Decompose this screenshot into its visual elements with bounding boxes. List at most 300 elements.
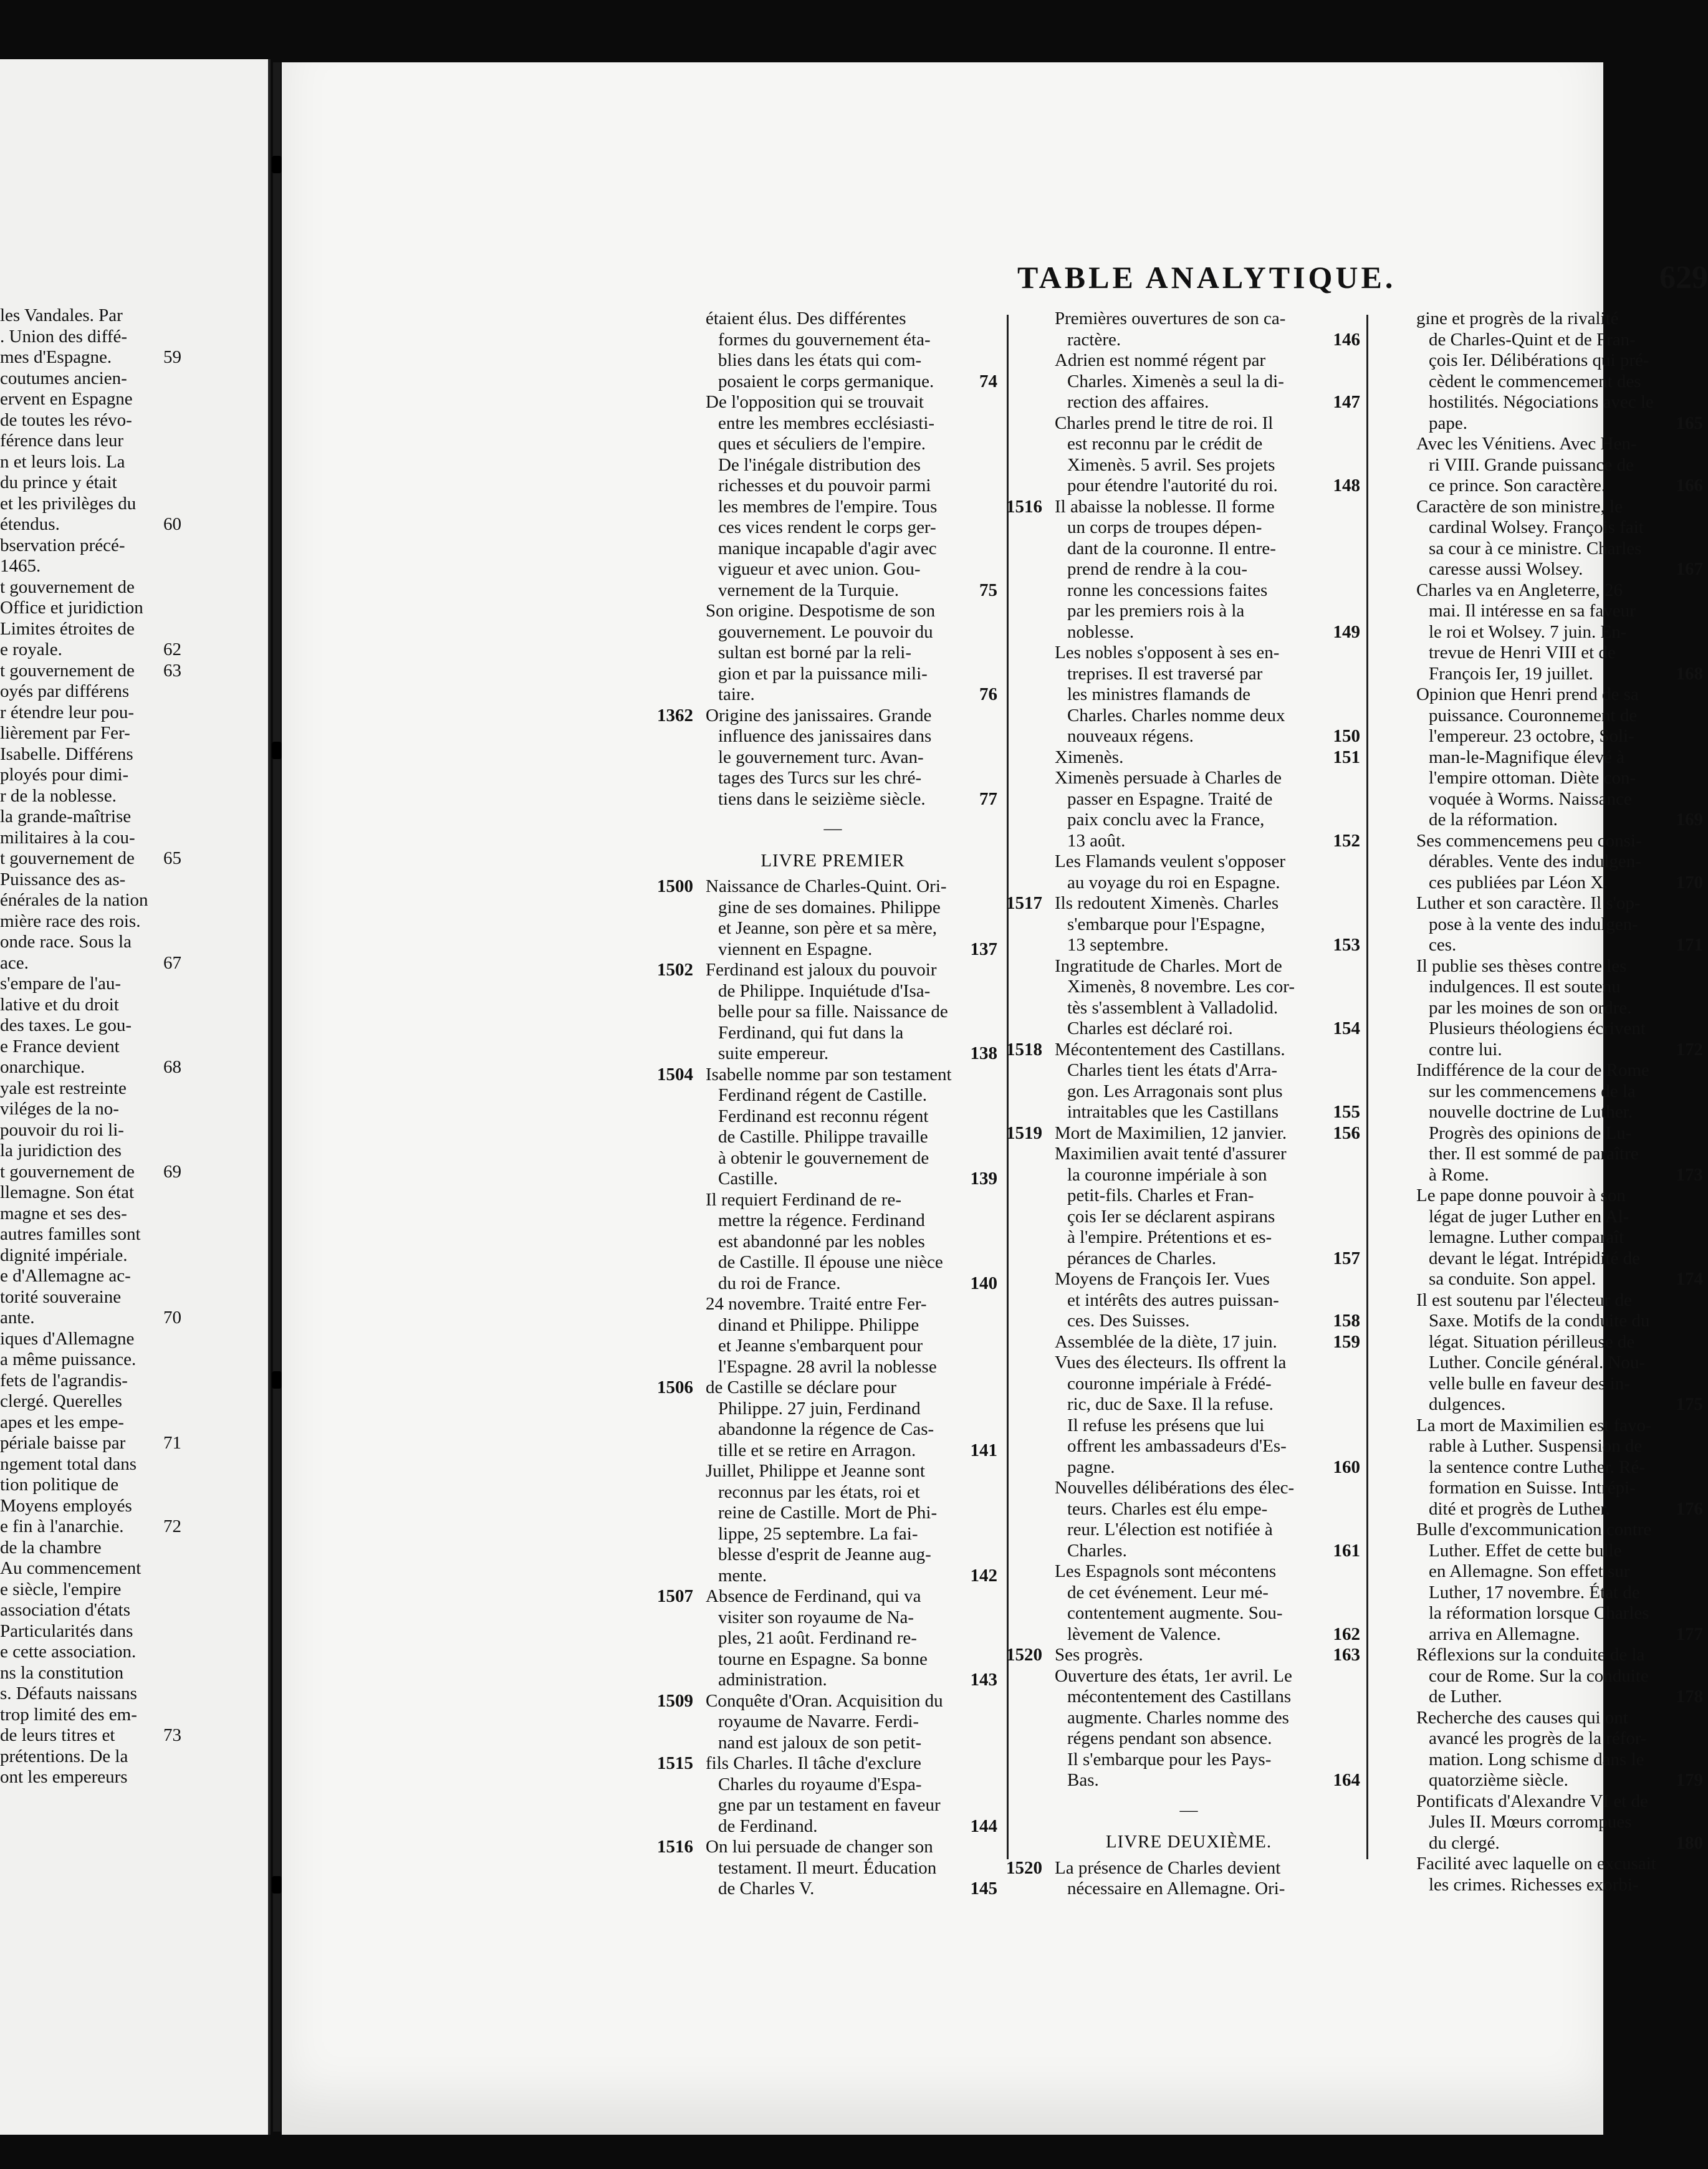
left-page-line-text: de la chambre [0,1537,102,1558]
entry-page-number: 146 [1333,329,1360,350]
entry-text-line: Luther, 17 novembre. État de [1429,1582,1640,1602]
entry-text-line: influence des janissaires dans [718,726,932,746]
column-rule [1007,315,1009,1859]
left-page-line-text: onde race. Sous la [0,932,132,952]
entry-text-line: blesse d'esprit de Jeanne aug- [718,1544,931,1564]
entry-text-line: Jules II. Mœurs corrompues [1429,1812,1632,1832]
left-page-line-text: t gouvernement de [0,577,135,597]
entry-text-line: est reconnu par le crédit de [1067,434,1263,454]
left-page-line-text: bservation précé- [0,535,125,555]
left-page-line [0,1057,262,1078]
left-page-line-text: et les privilèges du [0,493,137,514]
left-page-line [0,556,262,577]
entry-text-line: Assemblée de la diète, 17 juin. [1055,1331,1277,1352]
entry-text-line: par les premiers rois à la [1067,601,1245,621]
left-page-line [0,598,262,619]
index-entry [1416,1185,1703,1290]
entry-text-line: Le pape donne pouvoir à son [1416,1185,1626,1205]
left-page-line-text: 1465. [0,556,41,576]
left-page-line-text: la grande-maîtrise [0,807,132,826]
entry-text-line: lemagne. Luther comparaît [1429,1227,1624,1247]
left-page-line [0,1579,262,1601]
entry-text-line: gion et par la puissance mili- [718,663,928,684]
entry-text-line: Juillet, Philippe et Jeanne sont [706,1461,925,1481]
entry-text-line: Caractère de son ministre, le [1416,496,1623,517]
entry-text-line: tès s'assemblent à Valladolid. [1067,997,1279,1018]
column-rule [1366,315,1368,1859]
left-page-line [0,828,262,849]
entry-year: 1517 [1006,893,1042,913]
entry-text-line: hostilités. Négociations avec le [1429,392,1654,412]
left-page-number: 60 [163,514,181,534]
entry-text-line: Ximenès persuade à Charles de [1055,768,1282,788]
left-page-line [0,661,262,682]
entry-year: 1362 [657,705,693,725]
index-column-1 [657,309,997,1900]
left-page-line [0,431,262,452]
left-page-line-text: Office et juridiction [0,598,143,618]
entry-page-number: 151 [1333,747,1360,767]
entry-text-line: gine de ses domaines. Philippe [718,897,941,917]
index-entry [706,392,997,601]
entry-text-line: l'empereur. 23 octobre, Soli- [1429,726,1634,746]
left-page-line-text: mière race des rois. [0,911,141,931]
left-page-line-text: torité souveraine [0,1286,122,1307]
index-entry [1416,893,1703,956]
entry-text-line: Charles. [1067,1540,1127,1561]
entry-text-line: mente. [718,1565,767,1586]
entry-page-number: 141 [970,1440,997,1460]
entry-text-line: ractère. [1067,329,1121,350]
entry-text-line: arriva en Allemagne. [1429,1624,1580,1644]
entry-text-line: abandonne la régence de Cas- [718,1419,934,1439]
entry-text-line: noblesse. [1067,621,1135,642]
entry-text-line: sultan est borné par la reli- [718,643,912,663]
entry-text-line: Les Espagnols sont mécontens [1055,1561,1277,1581]
left-page-line-text: a même puissance. [0,1349,137,1369]
left-page-line [0,619,262,640]
entry-page-number: 168 [1676,663,1703,684]
left-page-line [0,1120,262,1141]
entry-year: 1500 [657,876,693,896]
entry-text-line: ther. Il est sommé de paraître [1429,1144,1639,1164]
entry-page-number: 75 [979,580,997,600]
entry-text-line: le gouvernement turc. Avan- [718,747,924,767]
entry-text-line: reur. L'élection est notifiée à [1067,1520,1273,1539]
entry-text-line: rection des affaires. [1067,392,1209,412]
entry-text-line: de la réformation. [1429,810,1558,830]
left-page-line-text: e siècle, l'empire [0,1579,122,1599]
entry-text-line: intraitables que les Castillans [1067,1102,1279,1122]
entry-page-number: 139 [970,1169,997,1189]
entry-page-number: 167 [1676,559,1703,579]
entry-text-line: formation en Suisse. Intrépi- [1429,1478,1636,1498]
entry-text-line: blies dans les états qui com- [718,350,922,370]
index-entry [1055,1353,1360,1478]
entry-year: 1519 [1006,1123,1042,1143]
entry-year: 1520 [1006,1645,1042,1665]
left-page-line-text: ns la constitution [0,1662,124,1683]
entry-text-line: les crimes. Richesses exorbi- [1429,1874,1639,1895]
entry-text-line: Facilité avec laquelle on excusait [1416,1854,1656,1874]
left-page-line-text: ace. [0,952,29,973]
index-entry [1055,350,1360,413]
entry-text-line: s'embarque pour l'Espagne, [1067,914,1265,934]
entry-text-line: de Luther. [1429,1687,1502,1707]
entry-text-line: lippe, 25 septembre. La fai- [718,1523,918,1544]
left-page-line [0,1412,262,1434]
index-entry [1055,1144,1360,1269]
index-entry [657,1690,960,1754]
left-page-text-column [0,305,262,1788]
entry-text-line: De l'opposition qui se trouvait [706,392,924,412]
entry-page-number: 157 [1333,1248,1360,1268]
left-page-line [0,1705,262,1726]
left-page-line-text: militaires à la cou- [0,827,135,848]
left-page-line-text: périale baisse par [0,1433,126,1453]
entry-text-line: de Castille. Philippe travaille [718,1127,928,1147]
entry-text-line: man-le-Magnifique élevé à [1429,747,1625,767]
entry-text-line: de Castille se déclare pour [706,1377,896,1397]
entry-text-line: Charles est déclaré roi. [1067,1018,1233,1038]
entry-text-line: Bulle d'excommunication contre [1416,1520,1652,1539]
entry-text-line: pose à la vente des indulgen- [1429,914,1638,934]
section-separator: — [1179,1799,1198,1820]
index-entry [1055,413,1360,497]
entry-year: 1504 [657,1064,693,1084]
entry-text-line: Avec les Vénitiens. Avec Hen- [1416,434,1637,454]
index-entry [657,1064,997,1190]
left-page-line [0,1204,262,1225]
entry-text-line: cardinal Wolsey. François fait [1429,517,1644,537]
entry-text-line: Opinion que Henri prend de sa [1416,684,1639,704]
entry-text-line: de Ferdinand. [718,1816,818,1836]
index-entry [1416,1415,1703,1520]
entry-year: 1516 [1006,496,1042,517]
index-entry [657,876,997,960]
entry-year: 1516 [657,1837,693,1857]
entry-text-line: quatorzième siècle. [1429,1770,1568,1790]
entry-text-line: sa cour à ce ministre. Charles [1429,538,1642,558]
left-page-line-text: llemagne. Son état [0,1182,135,1202]
index-entry [1416,830,1703,894]
index-entry [657,1837,997,1900]
entry-year: 1507 [657,1586,693,1606]
binding-thread [272,1371,282,1389]
entry-text-line: offrent les ambassadeurs d'Es- [1067,1436,1287,1456]
entry-text-line: tiens dans le seizième siècle. [718,788,926,809]
entry-text-line: régens pendant son absence. [1067,1728,1272,1748]
left-page-line [0,514,262,535]
left-page-line [0,681,262,702]
entry-page-number: 150 [1333,726,1360,746]
entry-text-line: pape. [1429,413,1467,433]
left-page-number: 69 [163,1161,181,1182]
entry-page-number: 179 [1676,1770,1703,1790]
entry-text-line: ces publiées par Léon X. [1429,872,1608,893]
index-entry [657,1586,997,1691]
entry-text-line: Progrès des opinions de Lu- [1429,1123,1632,1143]
entry-page-number: 172 [1676,1039,1703,1060]
left-page-line [0,1516,262,1538]
left-page-line-text: e d'Allemagne ac- [0,1266,131,1286]
entry-text-line: l'Espagne. 28 avril la noblesse [718,1356,937,1377]
left-page-line [0,1287,262,1308]
index-entry [657,705,997,810]
left-page-line [0,932,262,953]
left-page-line [0,1224,262,1245]
entry-text-line: ric, duc de Saxe. Il la refuse. [1067,1394,1274,1414]
left-page-line-text: Au commencement [0,1558,142,1578]
binding-thread [272,742,282,759]
left-page-line-text: onarchique. [0,1057,85,1077]
left-page-line [0,1141,262,1162]
left-page-line [0,1663,262,1684]
entry-text-line: Ximenès, 8 novembre. Les cor- [1067,977,1295,997]
entry-text-line: 13 septembre. [1067,935,1169,955]
left-page-line [0,723,262,744]
index-entry [657,1377,997,1461]
entry-text-line: gine et progrès de la rivalité [1416,309,1619,328]
entry-text-line: tourne en Espagne. Sa bonne [718,1649,928,1669]
entry-page-number: 161 [1333,1540,1360,1561]
entry-text-line: ces. Des Suisses. [1067,1311,1190,1331]
left-page-line-text: s'empare de l'au- [0,974,122,994]
left-page-line [0,1475,262,1496]
entry-year: 1506 [657,1377,693,1397]
entry-page-number: 173 [1676,1164,1703,1185]
left-page-number: 73 [163,1725,181,1745]
entry-text-line: Maximilien avait tenté d'assurer [1055,1144,1287,1164]
book-gutter [273,62,281,2132]
entry-text-line: taire. [718,684,755,704]
entry-text-line: Ferdinand est reconnu régent [718,1106,929,1126]
left-page-line [0,995,262,1016]
index-entry [706,1294,960,1377]
entry-text-line: Luther. Concile général. Nou- [1429,1353,1646,1372]
entry-page-number: 147 [1333,392,1360,412]
entry-text-line: pagne. [1067,1457,1115,1477]
left-page-line-text: fets de l'agrandis- [0,1370,128,1391]
entry-text-line: Castille. [718,1169,778,1189]
entry-text-line: Luther et son caractère. Il s'op- [1416,893,1641,913]
entry-text-line: Plusieurs théologiens écrivent [1429,1018,1646,1038]
entry-text-line: légat de juger Luther en Al- [1429,1206,1629,1227]
left-page-line [0,911,262,932]
entry-text-line: De l'inégale distribution des [718,454,921,475]
entry-text-line: Il s'embarque pour les Pays- [1067,1749,1272,1769]
index-entry [1416,1520,1703,1645]
entry-text-line: pour étendre l'autorité du roi. [1067,476,1278,496]
entry-text-line: les ministres flamands de [1067,684,1250,704]
entry-text-line: ces. [1429,935,1457,955]
entry-text-line: dulgences. [1429,1394,1506,1414]
entry-text-line: lèvement de Valence. [1067,1624,1221,1644]
entry-text-line: par les moines de son ordre. [1429,997,1632,1018]
entry-text-line: Ils redoutent Ximenès. Charles [1055,893,1279,913]
left-page-line-text: r de la noblesse. [0,785,117,806]
entry-text-line: indulgences. Il est soutenu [1429,977,1621,997]
entry-text-line: au voyage du roi en Espagne. [1067,872,1280,893]
entry-text-line: çois Ier. Délibérations qui pré- [1429,350,1649,370]
left-page-line [0,1621,262,1642]
entry-text-line: 13 août. [1067,830,1126,851]
entry-text-line: en Allemagne. Son effet sur [1429,1561,1630,1581]
index-entry [1416,496,1703,580]
entry-year: 1515 [657,1753,693,1773]
entry-text-line: vernement de la Turquie. [718,580,899,600]
entry-text-line: de Philippe. Inquiétude d'Isa- [718,980,931,1001]
entry-text-line: Premières ouvertures de son ca- [1055,309,1286,328]
entry-text-line: Philippe. 27 juin, Ferdinand [718,1398,921,1419]
entry-text-line: de Charles V. [718,1879,815,1898]
index-column-3 [1416,309,1703,1895]
index-entry [1055,1331,1360,1353]
left-page-line-text: des taxes. Le gou- [0,1015,132,1035]
entry-text-line: suite empereur. [718,1043,829,1063]
entry-text-line: ce prince. Son caractère. [1429,476,1606,496]
left-page-number: 63 [163,660,181,681]
index-entry [1006,1039,1360,1123]
entry-text-line: de Charles-Quint et de Fran- [1429,329,1636,350]
entry-text-line: avancé les progrès de la réfor- [1429,1728,1647,1748]
index-entry [706,601,997,706]
entry-text-line: Origine des janissaires. Grande [706,705,932,725]
entry-text-line: gon. Les Arragonais sont plus [1067,1081,1283,1101]
entry-text-line: belle pour sa fille. Naissance de [718,1002,948,1022]
left-page-line-text: viléges de la no- [0,1099,119,1119]
left-page-line [0,494,262,515]
entry-page-number: 160 [1333,1457,1360,1477]
entry-text-line: cour de Rome. Sur la conduite [1429,1665,1649,1686]
index-entry [1416,1707,1703,1791]
entry-text-line: tille et se retire en Arragon. [718,1440,916,1460]
left-page-line [0,1182,262,1204]
entry-page-number: 170 [1676,872,1703,893]
entry-text-line: Il est soutenu par l'électeur de [1416,1290,1632,1310]
entry-text-line: mai. Il intéresse en sa faveur [1429,601,1636,621]
entry-text-line: Ses commencemens peu consi- [1416,830,1642,851]
index-entry [1055,1561,1360,1645]
entry-page-number: 138 [970,1043,997,1063]
index-entry [1006,1645,1360,1666]
left-page-line [0,869,262,891]
entry-page-number: 162 [1333,1624,1360,1644]
entry-text-line: Charles tient les états d'Arra- [1067,1060,1277,1080]
entry-text-line: Charles. Ximenès a seul la di- [1067,371,1284,391]
entry-text-line: puissance. Couronnement de [1429,705,1638,725]
entry-text-line: ques et séculiers de l'empire. [718,434,926,454]
entry-text-line: Bas. [1067,1770,1099,1790]
entry-text-line: passer en Espagne. Traité de [1067,788,1273,809]
entry-text-line: prend de rendre à la cou- [1067,559,1248,579]
entry-text-line: Moyens de François Ier. Vues [1055,1269,1270,1289]
entry-text-line: petit-fils. Charles et Fran- [1067,1185,1254,1205]
left-page-line [0,1349,262,1371]
binding-thread [272,156,282,173]
left-page-line-text: magne et ses des- [0,1203,127,1223]
left-page-line [0,305,262,327]
entry-text-line: devant le légat. Intrépidité de [1429,1248,1640,1268]
left-page-line-text: Limites étroites de [0,618,135,639]
left-page-line-text: lièrement par Fer- [0,723,130,743]
entry-text-line: vigueur et avec union. Gou- [718,559,921,579]
entry-page-number: 164 [1333,1770,1360,1790]
left-page-line-text: ngement total dans [0,1453,137,1474]
entry-page-number: 143 [970,1670,997,1690]
entry-page-number: 155 [1333,1102,1360,1122]
entry-text-line: pérances de Charles. [1067,1248,1217,1268]
left-page [0,59,271,2135]
entry-text-line: Ingratitude de Charles. Mort de [1055,955,1282,976]
index-entry [1006,496,1360,643]
entry-page-number: 159 [1333,1331,1360,1352]
entry-text-line: Naissance de Charles-Quint. Ori- [706,876,947,896]
entry-text-line: 24 novembre. Traité entre Fer- [706,1294,927,1314]
index-entry [1416,1854,1666,1895]
entry-text-line: mécontentement des Castillans [1067,1687,1292,1707]
entry-year: 1509 [657,1690,693,1711]
left-page-line-text: la juridiction des [0,1141,122,1161]
entry-text-line: Saxe. Motifs de la conduite du [1429,1311,1650,1331]
entry-text-line: Charles. Charles nomme deux [1067,705,1285,725]
entry-text-line: Il abaisse la noblesse. Il forme [1055,496,1275,517]
entry-text-line: nand est jaloux de son petit- [718,1732,922,1753]
left-page-line [0,410,262,431]
left-page-line-text: dignité impériale. [0,1245,128,1265]
left-page-line-text: oyés par différens [0,681,130,701]
index-entry [1055,768,1360,851]
index-entry [1055,643,1360,747]
entry-text-line: Nouvelles délibérations des élec- [1055,1478,1295,1498]
entry-page-number: 178 [1676,1687,1703,1707]
left-page-line [0,1538,262,1559]
entry-text-line: On lui persuade de changer son [706,1837,933,1857]
entry-text-line: dant de la couronne. Il entre- [1067,538,1276,558]
left-page-line-text: e France devient [0,1036,120,1056]
left-page-line-text: t gouvernement de [0,660,135,681]
left-page-line [0,1642,262,1663]
entry-text-line: dité et progrès de Luther. [1429,1498,1610,1519]
entry-text-line: viennent en Espagne. [718,939,873,959]
entry-page-number: 165 [1676,413,1703,433]
left-page-line-text: étendus. [0,514,60,534]
entry-text-line: Pontificats d'Alexandre VI et de [1416,1791,1648,1811]
left-page-number: 68 [163,1057,181,1077]
left-page-line-text: énérales de la nation [0,890,148,910]
entry-text-line: reconnus par les états, roi et [718,1482,920,1502]
entry-text-line: Recherche des causes qui ont [1416,1707,1628,1728]
entry-year: 1520 [1006,1857,1042,1878]
left-page-line-text: e cette association. [0,1642,137,1662]
entry-text-line: Charles va en Angleterre, 26 [1416,580,1623,600]
left-page-line [0,744,262,765]
index-entry [1416,309,1703,434]
entry-text-line: augmente. Charles nomme des [1067,1707,1289,1728]
left-page-line-text: mes d'Espagne. [0,347,112,367]
entry-text-line: le roi et Wolsey. 7 juin. En- [1429,621,1627,642]
index-entry [1416,1645,1703,1708]
entry-text-line: Ses progrès. [1055,1645,1143,1665]
entry-text-line: Ximenès. 5 avril. Ses projets [1067,454,1275,475]
index-entry [1006,1857,1323,1900]
entry-text-line: Les Flamands veulent s'opposer [1055,851,1286,871]
left-page-line-text: tion politique de [0,1475,119,1495]
entry-text-line: çois Ier se déclarent aspirans [1067,1206,1275,1227]
entry-page-number: 154 [1333,1018,1360,1038]
entry-page-number: 180 [1676,1832,1703,1853]
left-page-line [0,1454,262,1475]
